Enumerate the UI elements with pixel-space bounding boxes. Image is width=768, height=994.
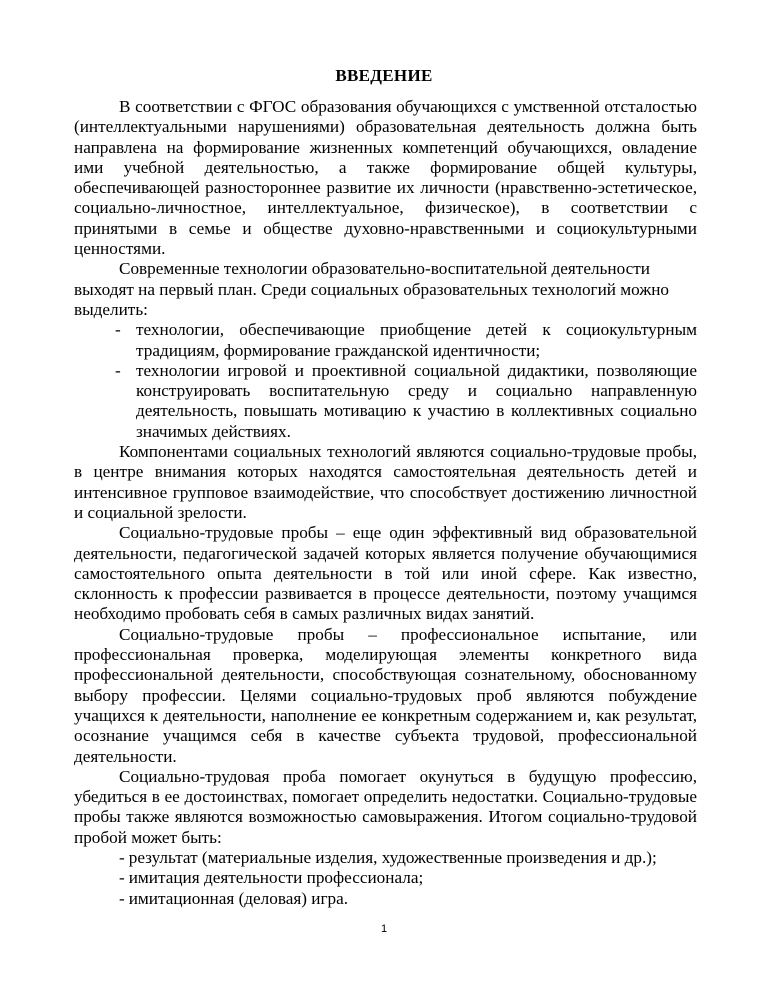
list-item	[119, 868, 697, 888]
list-item-text: имитационная (деловая) игра.	[128, 888, 349, 908]
list-item-text: технологии, обеспечивающие приобщение детей к социокультурным традициям, формирование гражданской идентичности;	[136, 320, 697, 360]
paragraph-social-labor-tests: Социально-трудовые пробы – еще один эффективный вид образовательной деятельности, педагогической задачей которых является получение обучающимися самостоятельного опыта деятельности в той или иной сфере. Как известно, склонность к профессии развивается в процессе деятельности, поэтому учащимся необходимо пробовать себя в самых различных видах занятий.	[74, 523, 697, 624]
dash-marker: -	[115, 360, 121, 380]
list-item	[119, 848, 697, 868]
page-title: ВВЕДЕНИЕ	[335, 66, 433, 85]
technologies-list	[74, 320, 697, 442]
paragraph-modern-technologies: Современные технологии образовательно-воспитательной деятельности выходят на первый план. Среди социальных образовательных технологий можно выделить:	[74, 259, 670, 319]
list-item-text: результат (материальные изделия, художественные произведения и др.);	[128, 847, 657, 867]
paragraph-professional-test: Социально-трудовые пробы – профессиональное испытание, или профессиональная проверка, моделирующая элементы конкретного вида профессиональной деятельности, способствующая сознательному, обоснованному выбору профессии. Целями социально-трудовых проб являются побуждение учащихся к деятельности, наполнение ее конкретным содержанием и, как результат, осознание учащимся себя в качестве субъекта трудовой, профессиональной деятельности.	[74, 624, 697, 766]
list-item	[115, 320, 697, 361]
page-number: 1	[380, 923, 388, 935]
list-item	[115, 360, 697, 442]
list-item	[119, 889, 697, 909]
dash-marker: -	[119, 868, 125, 888]
paragraph-future-profession: Социально-трудовая проба помогает окунуться в будущую профессию, убедиться в ее достоинствах, помогает определить недостатки. Социально-трудовые пробы также являются возможностью самовыражения. Итогом социально-трудовой пробой может быть:	[74, 766, 697, 847]
dash-marker: -	[119, 847, 125, 867]
list-item-text: имитация деятельности профессионала;	[128, 868, 424, 888]
dash-marker: -	[119, 888, 125, 908]
paragraph-components: Компонентами социальных технологий являются социально-трудовые пробы, в центре внимания которых находятся самостоятельная деятельность детей и интенсивное групповое взаимодействие, что способствует достижению личностной и социальной зрелости.	[74, 442, 697, 522]
document-body	[74, 97, 697, 909]
results-list	[74, 848, 697, 909]
dash-marker: -	[115, 320, 121, 340]
list-item-text: технологии игровой и проективной социальной дидактики, позволяющие конструировать воспитательную среду и социально направленную деятельность, повышать мотивацию к участию в коллективных социально значимых действиях.	[136, 360, 697, 441]
paragraph-fgos: В соответствии с ФГОС образования обучающихся с умственной отсталостью (интеллектуальными нарушениями) образовательная деятельность должна быть направлена на формирование жизненных компетенций обучающихся, овладение ими учебной деятельностью, а также формирование общей культуры, обеспечивающей разностороннее развитие их личности (нравственно-эстетическое, социально-личностное, интеллектуальное, физическое), в соответствии с принятыми в семье и обществе духовно-нравственными и социокультурными ценностями.	[74, 97, 697, 259]
